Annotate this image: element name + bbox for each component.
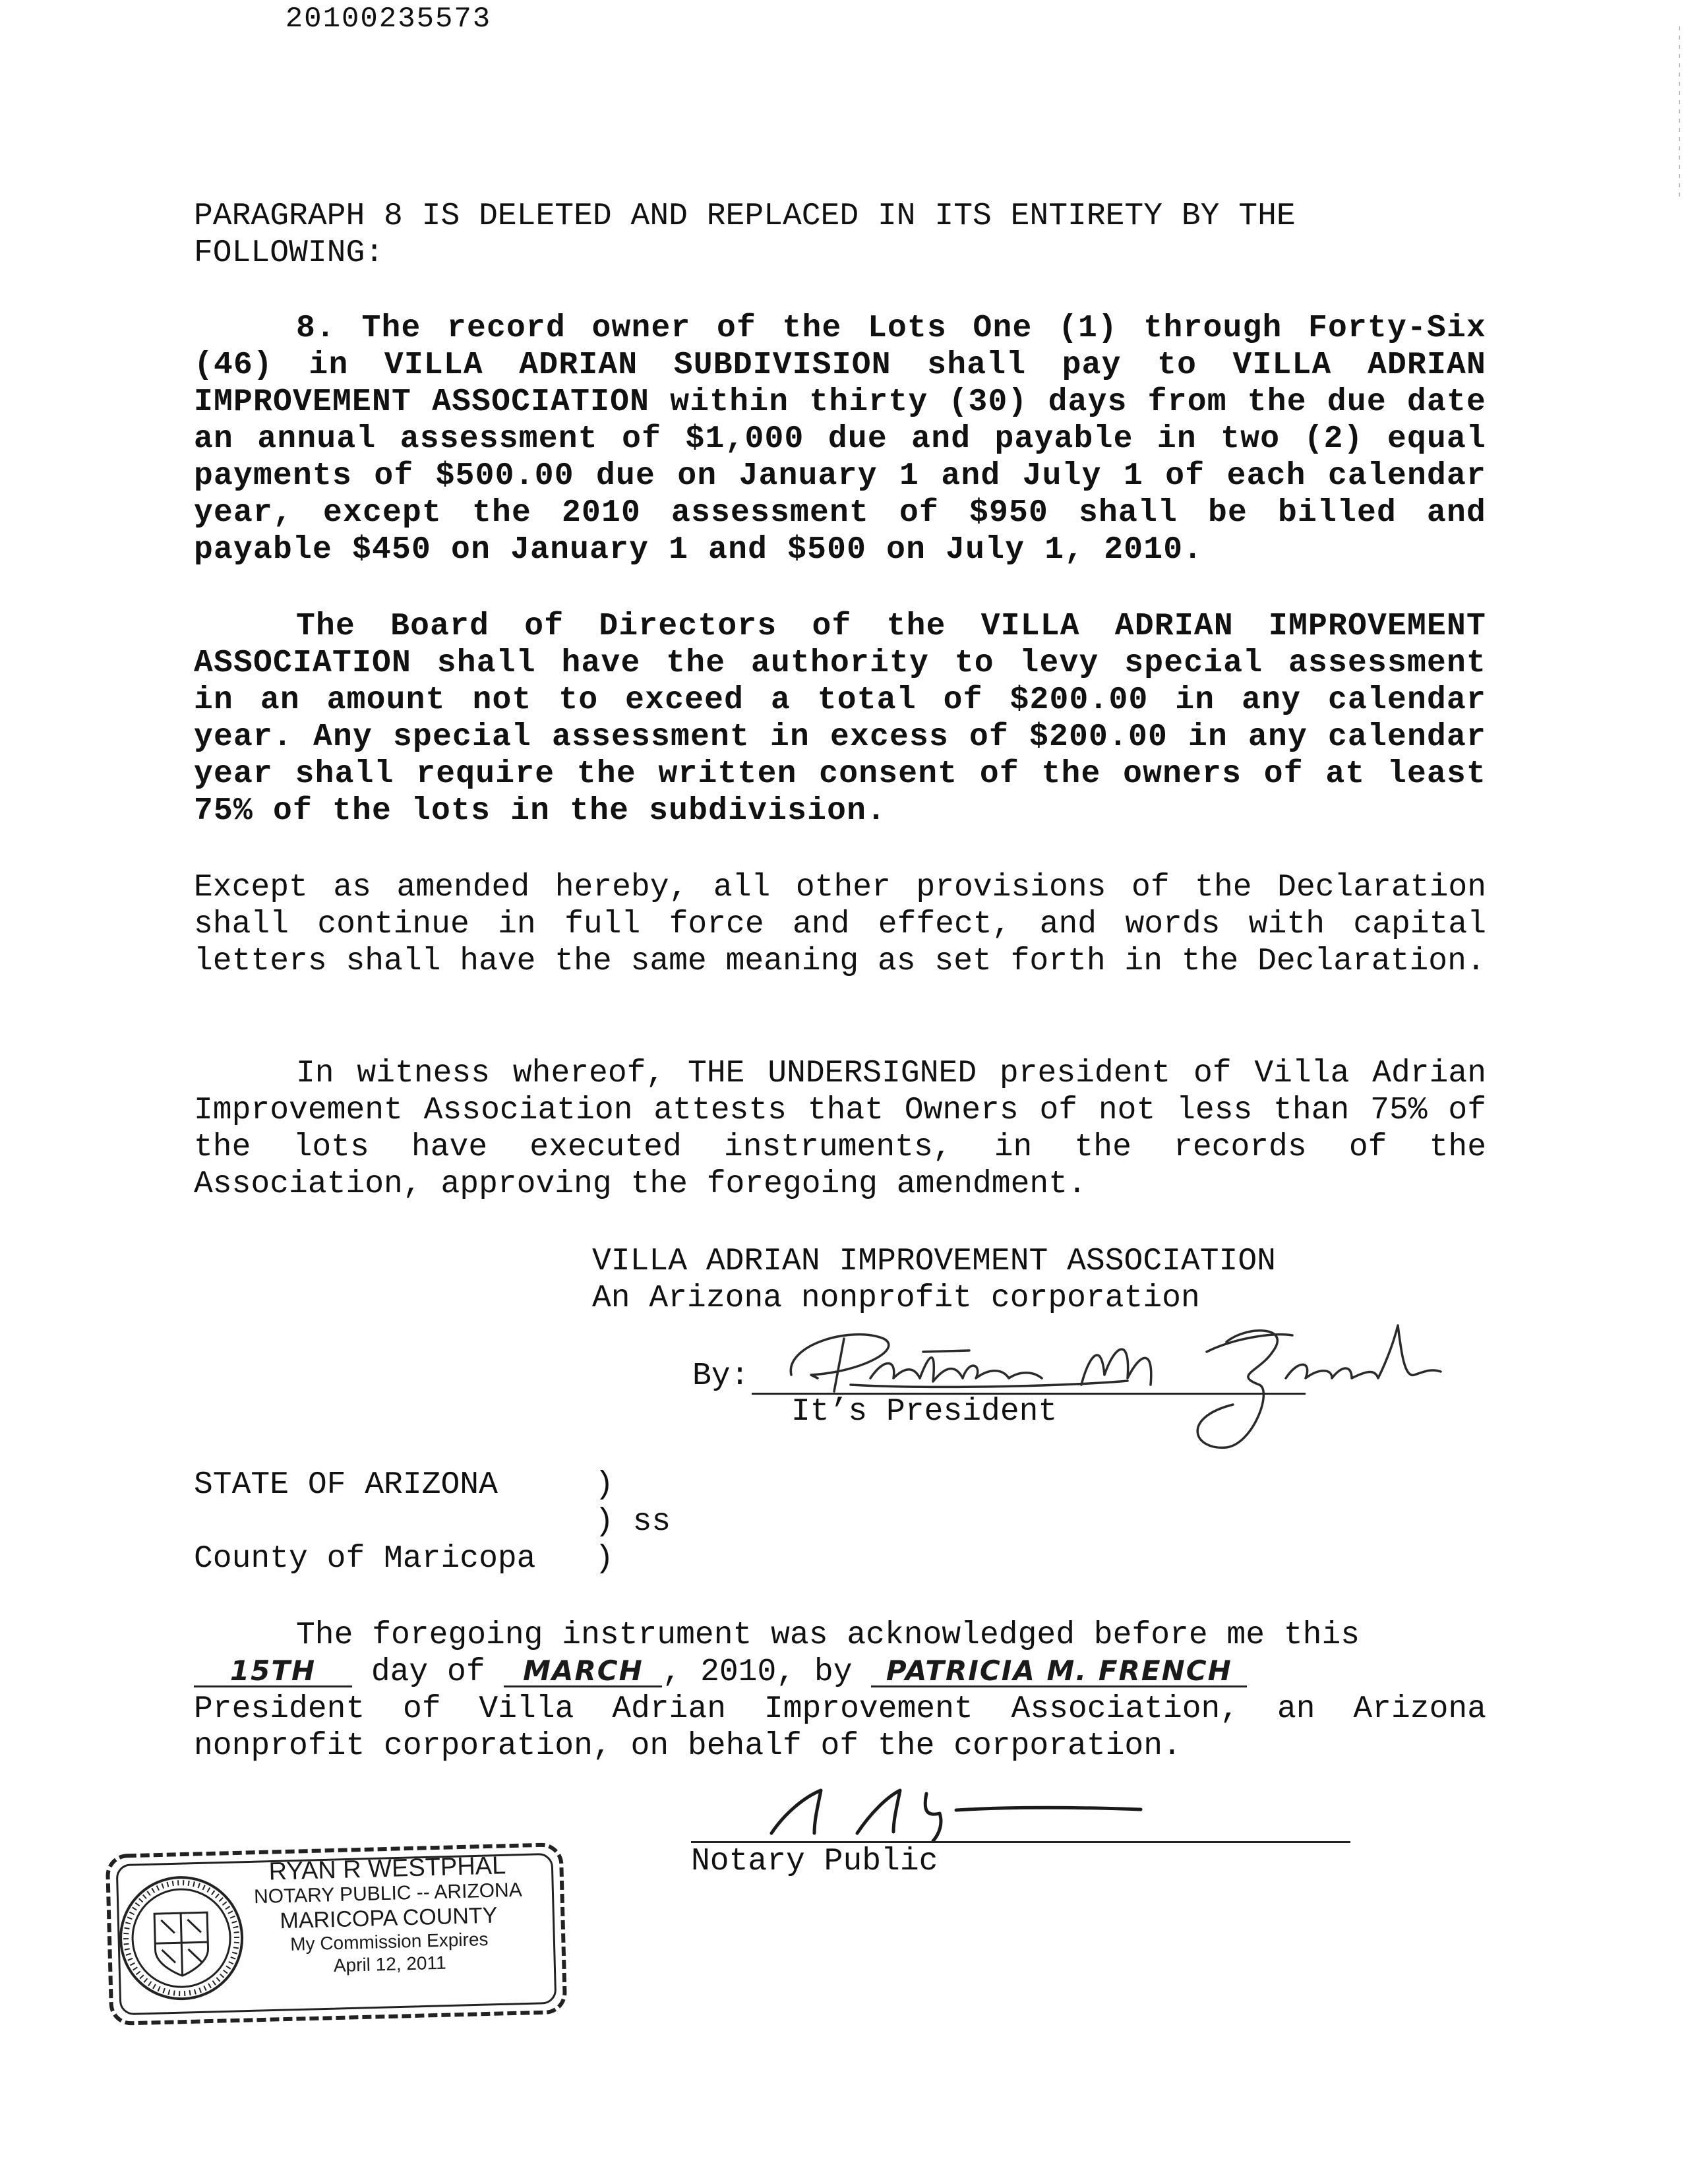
seal-expires: April 12, 2011: [333, 1952, 446, 1976]
association-name: VILLA ADRIAN IMPROVEMENT ASSOCIATION: [592, 1244, 1276, 1279]
president-role-label: It’s President: [791, 1394, 1058, 1430]
seal-commission: My Commission Expires: [289, 1928, 489, 1955]
ack-line-2: [194, 1654, 1486, 1691]
notary-public-label: Notary Public: [691, 1844, 938, 1879]
amendment-heading: PARAGRAPH 8 IS DELETED AND REPLACED IN ITS ENTIRETY BY THE FOLLOWING:: [194, 198, 1296, 271]
seal-text: [235, 1852, 542, 1980]
venue-paren: ): [595, 1467, 614, 1503]
notary-signature: [758, 1780, 1154, 1846]
acknowledgment-block: [194, 1617, 1486, 1765]
venue-block: [194, 1467, 671, 1577]
venue-state-row: [194, 1467, 671, 1503]
paragraph-except: Except as amended hereby, all other provisions of the Declaration shall continue in full force and effect, and words with capital letters shall have the same meaning as set forth in the Declaration.: [194, 870, 1486, 979]
ack-rest: President of Villa Adrian Improvement Association, an Arizona nonprofit corporation, on behalf of the corporation.: [194, 1691, 1486, 1764]
ack-month-field: MARCH: [504, 1656, 662, 1687]
paragraph-witness: In witness whereof, THE UNDERSIGNED president of Villa Adrian Improvement Association attests that Owners of not less than 75% of the lots have executed instruments, in the records of the Association, approving the foregoing amendment.: [194, 1056, 1486, 1202]
ack-year-by: , 2010, by: [662, 1654, 853, 1690]
venue-paren: ): [595, 1541, 614, 1577]
by-label: By:: [692, 1358, 750, 1394]
venue-spacer: [194, 1503, 595, 1540]
document-number: 20100235573: [285, 3, 492, 36]
scan-edge-mark: [1679, 26, 1680, 198]
seal-county: MARICOPA COUNTY: [279, 1902, 498, 1934]
venue-county-row: [194, 1540, 671, 1577]
association-type: An Arizona nonprofit corporation: [592, 1281, 1200, 1316]
president-signature: [771, 1312, 1444, 1464]
notary-signature-line: [691, 1841, 1350, 1843]
venue-county: County of Maricopa: [194, 1541, 536, 1577]
venue-ss: ) ss: [595, 1504, 671, 1540]
ack-day-of: day of: [371, 1654, 485, 1690]
ack-signer-field: PATRICIA M. FRENCH: [871, 1656, 1247, 1687]
notary-seal-stamp: [104, 1840, 570, 2028]
association-block: [592, 1243, 1276, 1317]
seal-name: RYAN R WESTPHAL: [268, 1852, 506, 1886]
ack-day-field: 15TH: [194, 1656, 352, 1687]
ack-line-1: The foregoing instrument was acknowledged before me this: [296, 1618, 1360, 1653]
seal-title: NOTARY PUBLIC -- ARIZONA: [253, 1879, 523, 1908]
paragraph-board-authority: The Board of Directors of the VILLA ADRIAN IMPROVEMENT ASSOCIATION shall have the authority to levy special assessment in an amount not to exceed a total of $200.00 in any calendar year. Any special assessment in excess of $200.00 in any calendar year shall require the written consent of the owners of at least 75% of the lots in the subdivision.: [194, 609, 1486, 829]
venue-ss-row: [194, 1503, 671, 1540]
venue-state: STATE OF ARIZONA: [194, 1467, 498, 1503]
paragraph-8: 8. The record owner of the Lots One (1) through Forty-Six (46) in VILLA ADRIAN SUBDIVISION shall pay to VILLA ADRIAN IMPROVEMENT ASSOCIATION within thirty (30) days from the due date an annual assessment of $1,000 due and payable in two (2) equal payments of $500.00 due on January 1 and July 1 of each calendar year, except the 2010 assessment of $950 shall be billed and payable $450 on January 1 and $500 on July 1, 2010.: [194, 311, 1486, 568]
